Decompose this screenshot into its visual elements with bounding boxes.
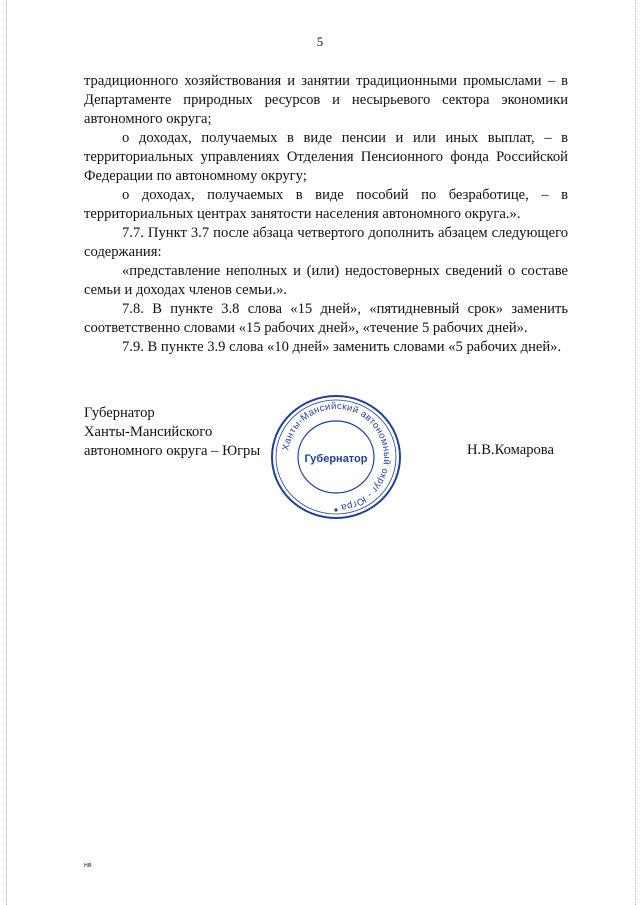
signatory-title-line: Губернатор (84, 405, 155, 421)
stamp-ring-text: Ханты-Мансийский автономный округ - Югра (280, 400, 393, 513)
stamp-star-dot (334, 508, 337, 511)
document-body (84, 72, 568, 357)
paragraph-item-7-7: 7.7. Пункт 3.7 после абзаца четвертого дополнить абзацем следующего содержания: (84, 225, 568, 260)
page-number: 5 (316, 34, 324, 49)
paragraph-item-7-8: 7.8. В пункте 3.8 слова «15 дней», «пятидневный срок» заменить соответственно словами «15 рабочих дней», «течение 5 рабочих дней». (84, 301, 568, 336)
stamp-center-text: Губернатор (304, 453, 368, 465)
signatory-name: Н.В.Комарова (467, 442, 554, 458)
paragraph-unemployment-benefits: о доходах, получаемых в виде пособий по безработице, – в территориальных центрах занятости населения автономного округа.». (84, 187, 568, 222)
footer-initials: нв (84, 862, 92, 869)
signatory-title-line: автономного округа – Югры (84, 443, 261, 459)
page-edge-left (6, 0, 7, 905)
paragraph-item-7-9: 7.9. В пункте 3.9 слова «10 дней» заменить словами «5 рабочих дней». (122, 339, 562, 355)
official-stamp (268, 392, 404, 522)
paragraph-pension-income: о доходах, получаемых в виде пенсии и или иных выплат, – в территориальных управлениях Отделения Пенсионного фонда Российской Федерации по автономному округу; (84, 130, 568, 184)
paragraph-traditional-economy: традиционного хозяйствования и занятии традиционными промыслами – в Департаменте природных ресурсов и несырьевого сектора экономики автономного округа; (84, 73, 568, 127)
page-edge-right (635, 0, 636, 905)
paragraph-quoted-addition: «представление неполных и (или) недостоверных сведений о составе семьи и доходах членов семьи.». (84, 263, 568, 298)
signatory-title (84, 404, 260, 461)
signatory-title-line: Ханты-Мансийского (84, 424, 213, 440)
